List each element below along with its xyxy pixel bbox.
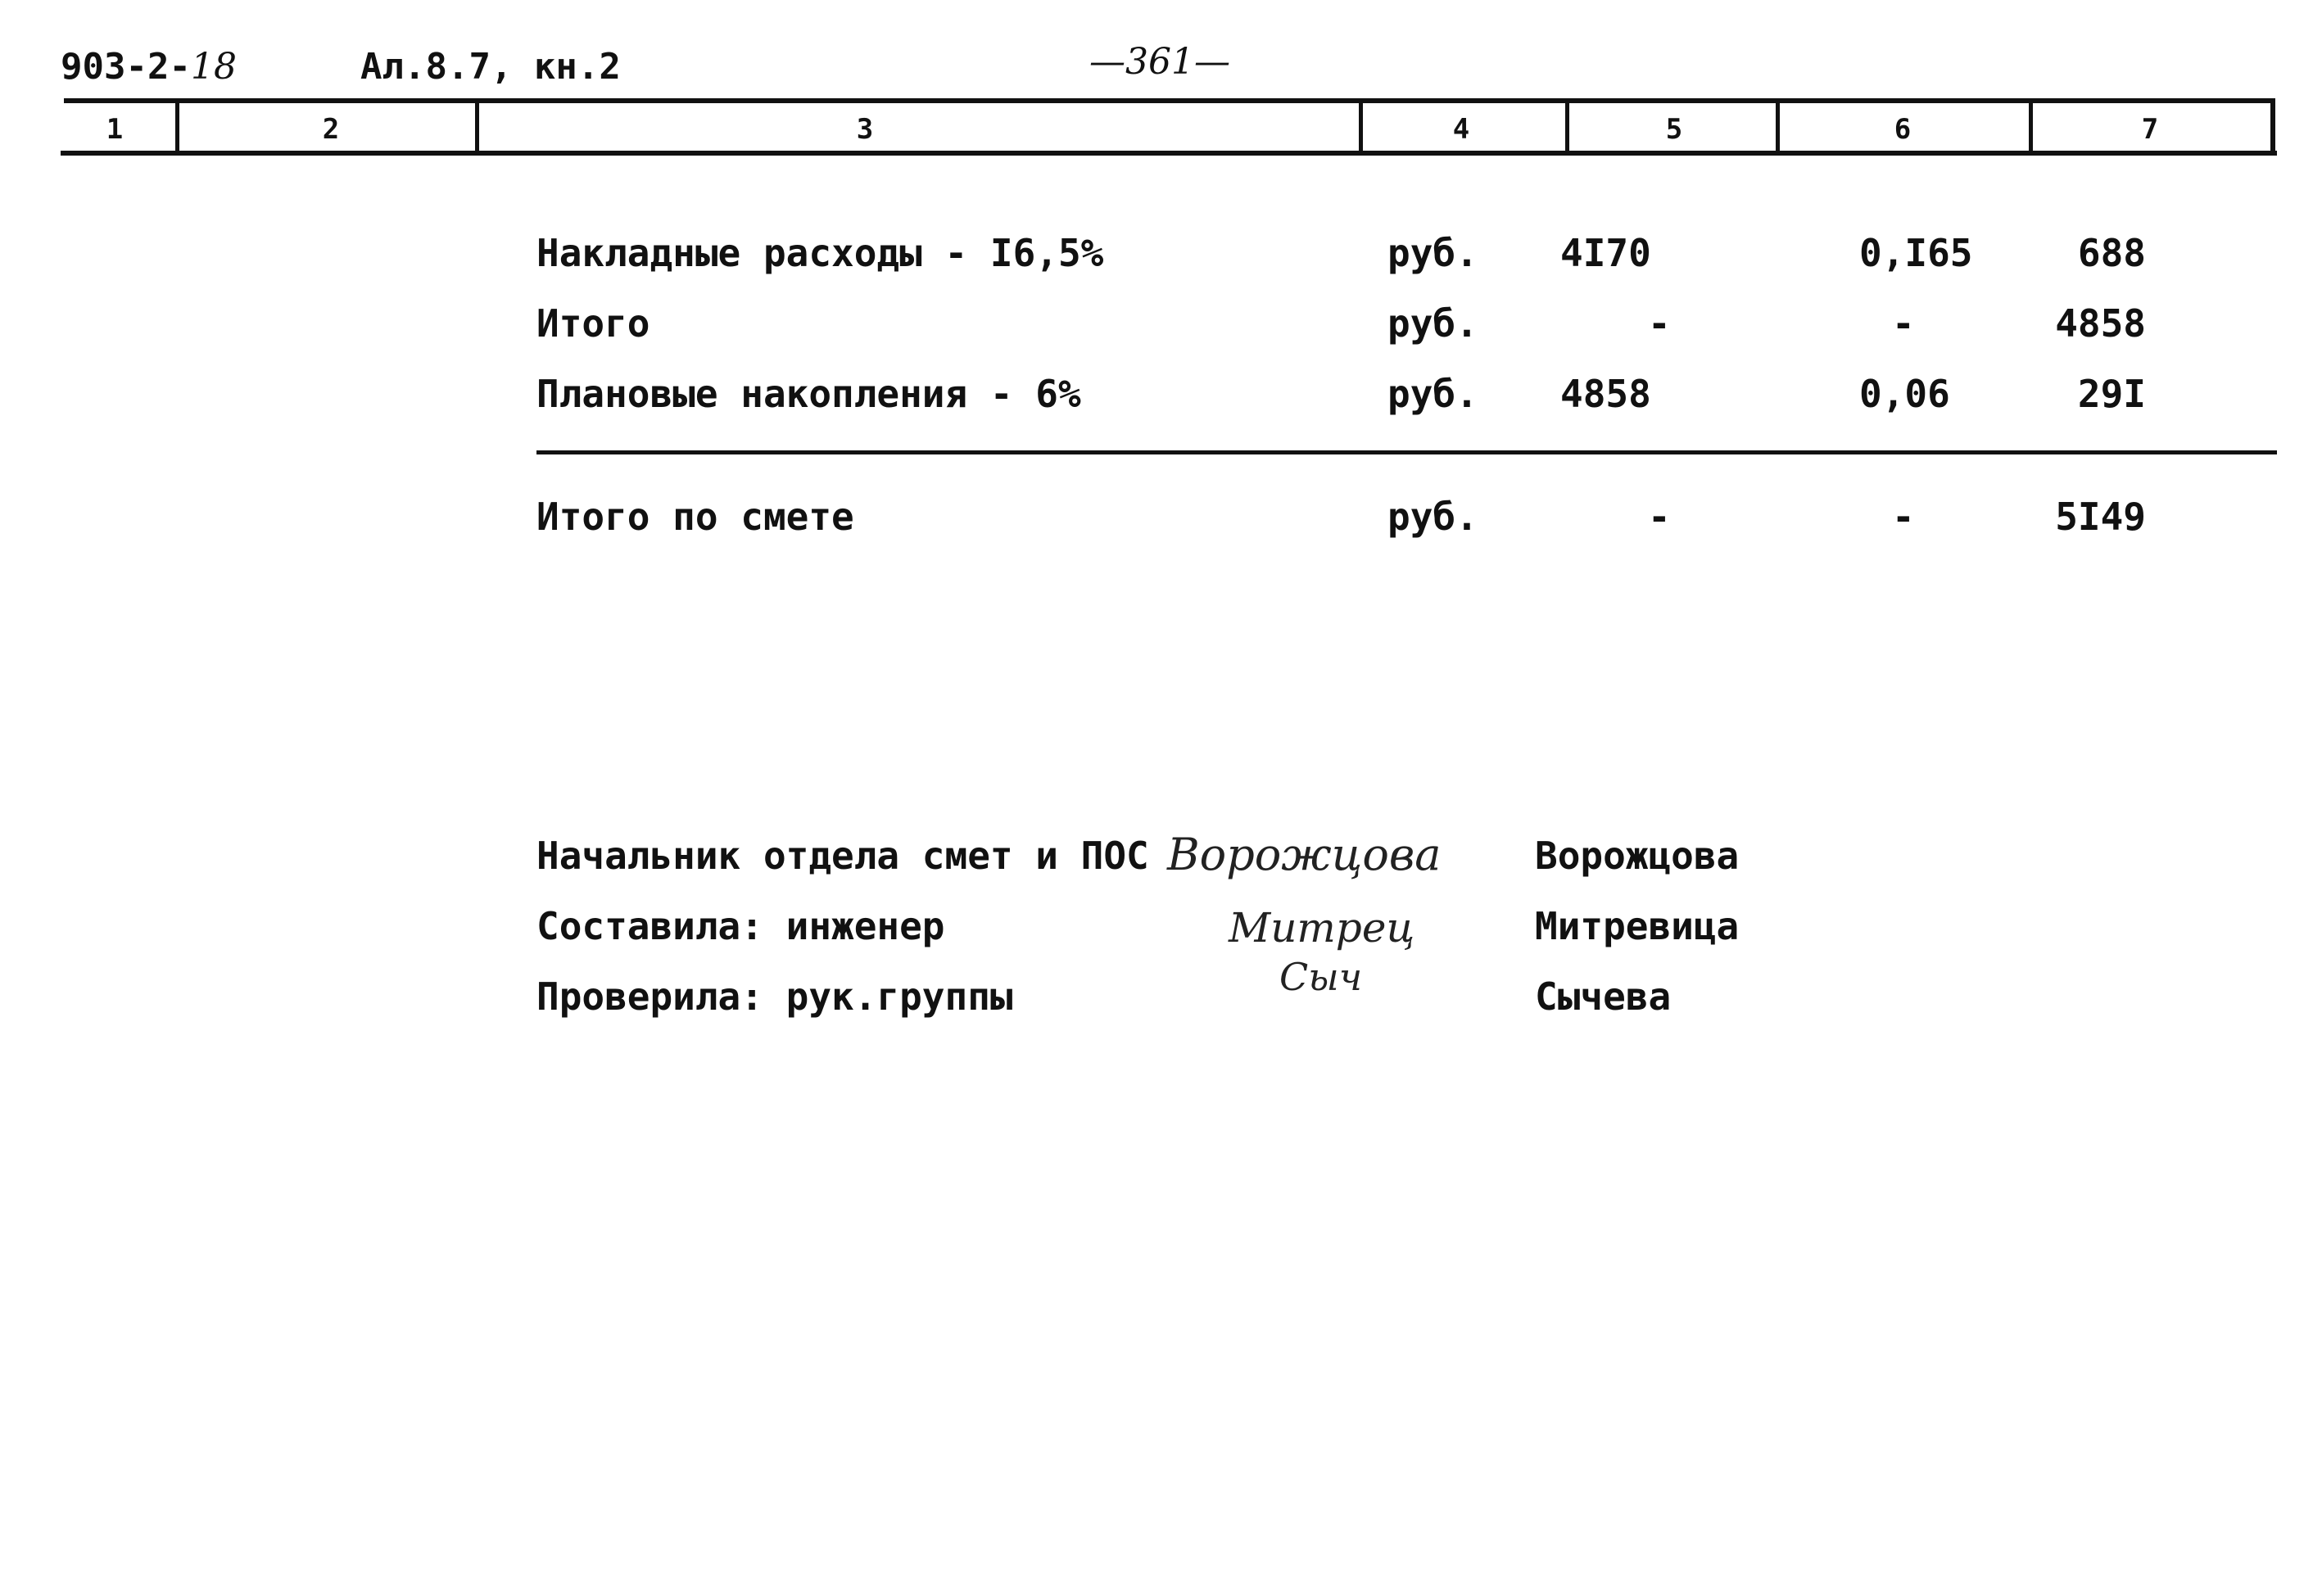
row-unit: руб. — [1387, 301, 1478, 346]
page-number: —361— — [1089, 41, 1230, 83]
row-rate: 0,06 — [1859, 372, 1950, 416]
total-amount: 5I49 — [2055, 495, 2146, 539]
handwritten-signature: Ворожцова — [1167, 829, 1442, 880]
header-bottom-rule — [61, 151, 2277, 156]
total-row — [0, 495, 2322, 544]
row-amount: 688 — [2077, 231, 2146, 275]
row-rate: 0,I65 — [1859, 231, 1973, 275]
handwritten-signature: Митрец — [1229, 904, 1415, 952]
column-number-7: 7 — [2141, 113, 2159, 146]
column-number-2: 2 — [322, 113, 340, 146]
signatory-name: Сычева — [1535, 974, 1672, 1019]
signature-row — [0, 904, 2322, 956]
table-row — [0, 231, 2322, 280]
column-divider — [1359, 100, 1363, 154]
column-number-3: 3 — [856, 113, 874, 146]
row-base: 4I70 — [1560, 231, 1651, 275]
total-base: - — [1648, 495, 1671, 539]
total-unit: руб. — [1387, 495, 1478, 539]
row-name: Накладные расходы - I6,5% — [536, 231, 1104, 275]
row-base: - — [1648, 301, 1671, 346]
row-unit: руб. — [1387, 372, 1478, 416]
total-rate: - — [1892, 495, 1915, 539]
document-code-prefix: 903-2- — [61, 46, 191, 88]
row-base: 4858 — [1560, 372, 1651, 416]
handwritten-signature: Сыч — [1279, 955, 1363, 999]
column-number-4: 4 — [1452, 113, 1470, 146]
signatory-name: Митревица — [1535, 904, 1740, 948]
row-name: Плановые накопления - 6% — [536, 372, 1081, 416]
signature-role: Проверила: рук.группы — [536, 974, 1013, 1019]
column-divider — [1565, 100, 1569, 154]
signature-role: Составила: инженер — [536, 904, 945, 948]
row-unit: руб. — [1387, 231, 1478, 275]
column-divider — [2270, 98, 2275, 154]
column-number-6: 6 — [1894, 113, 1912, 146]
row-name: Итого — [536, 301, 650, 346]
signatory-name: Ворожцова — [1535, 834, 1740, 878]
column-number-1: 1 — [106, 113, 124, 146]
signature-role: Начальник отдела смет и ПОС — [536, 834, 1149, 878]
column-divider — [175, 100, 179, 154]
column-divider — [475, 100, 479, 154]
table-row — [0, 372, 2322, 421]
document-code-handwritten: 18 — [190, 46, 237, 88]
row-rate: - — [1892, 301, 1915, 346]
document-code — [61, 46, 237, 88]
column-divider — [1776, 100, 1780, 154]
table-row — [0, 301, 2322, 350]
column-number-5: 5 — [1665, 113, 1683, 146]
total-separator-rule — [536, 450, 2277, 454]
signature-row — [0, 955, 2322, 1027]
header-top-rule — [64, 98, 2275, 103]
album-reference: Ал.8.7, кн.2 — [360, 46, 621, 88]
total-name: Итого по смете — [536, 495, 854, 539]
row-amount: 4858 — [2055, 301, 2146, 346]
row-amount: 29I — [2077, 372, 2146, 416]
signature-row — [0, 829, 2322, 886]
column-divider — [2029, 100, 2033, 154]
